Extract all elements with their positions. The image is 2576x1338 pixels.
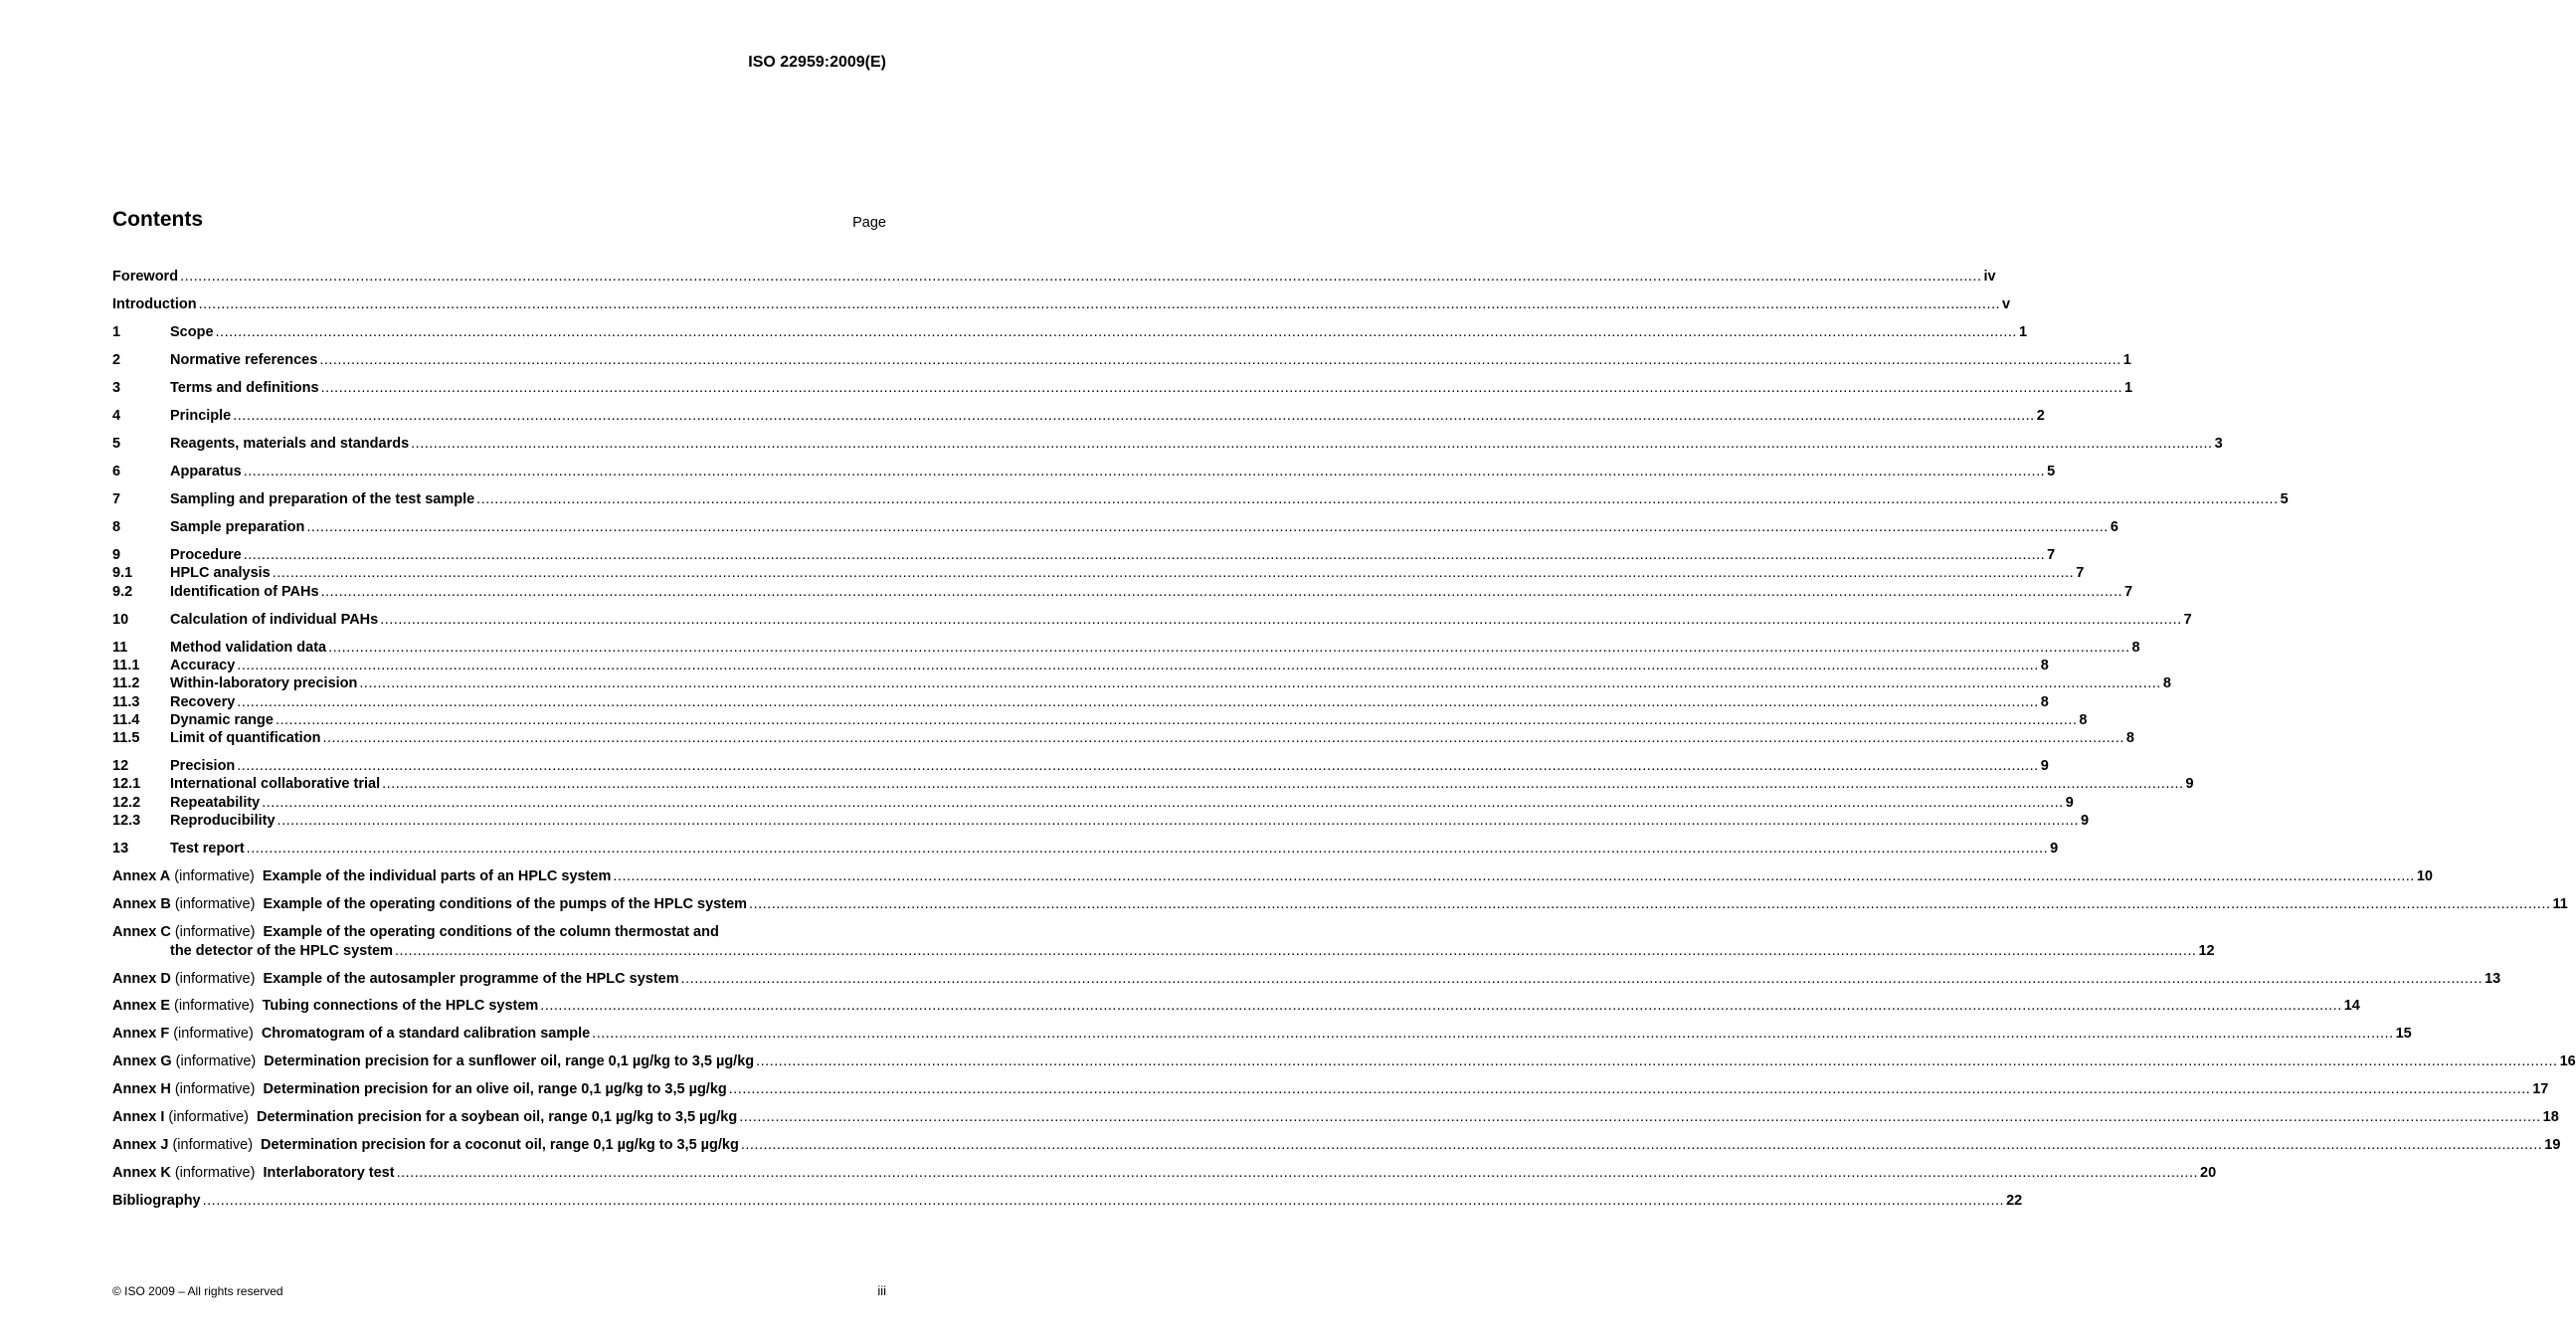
dot-leader: ................................................................................................................................................................................................................................................................................................................................................................................................................ <box>320 584 2123 600</box>
annex-title: Example of the operating conditions of the column thermostat and <box>263 924 719 940</box>
dot-leader: ................................................................................................................................................................................................................................................................................................................................................................................................................ <box>740 1137 2543 1153</box>
toc-entry[interactable] <box>112 379 2133 397</box>
annex-title: Determination precision for a coconut oil, range 0,1 µg/kg to 3,5 µg/kg <box>261 1137 739 1153</box>
entry-page-number: 7 <box>2183 612 2192 628</box>
toc-entry[interactable] <box>112 657 2049 674</box>
annex-label <box>112 895 255 913</box>
annex-letter: Annex G <box>112 1053 172 1069</box>
toc-entry[interactable] <box>112 711 2088 729</box>
entry-page-number: 7 <box>2124 584 2133 600</box>
entry-number: 11.1 <box>112 658 140 673</box>
entry-page-number: 11 <box>2552 896 2568 912</box>
entry-number: 10 <box>112 612 129 628</box>
entry-title: Limit of quantification <box>170 730 321 746</box>
entry-page-number: 20 <box>2200 1165 2217 1181</box>
dot-leader: ................................................................................................................................................................................................................................................................................................................................................................................................................ <box>243 464 2046 479</box>
dot-leader: ................................................................................................................................................................................................................................................................................................................................................................................................................ <box>306 519 2109 535</box>
entry-title: Terms and definitions <box>170 380 319 396</box>
entry-page-number: 9 <box>2080 813 2090 829</box>
dot-leader: ................................................................................................................................................................................................................................................................................................................................................................................................................ <box>739 1109 2541 1125</box>
toc-entry[interactable] <box>112 583 2133 601</box>
annex-title: Determination precision for a sunflower oil, range 0,1 µg/kg to 3,5 µg/kg <box>264 1053 755 1069</box>
entry-number: 3 <box>112 380 121 396</box>
annex-title: Example of the individual parts of an HPLC system <box>262 868 612 884</box>
entry-title: Within-laboratory precision <box>170 675 358 691</box>
dot-leader: ................................................................................................................................................................................................................................................................................................................................................................................................................ <box>233 408 2035 424</box>
entry-page-number: 12 <box>2198 943 2215 959</box>
entry-page-number: 7 <box>2076 565 2085 581</box>
entry-number: 5 <box>112 436 121 452</box>
entry-page-number: 5 <box>2047 464 2056 479</box>
annex-label <box>112 1108 249 1126</box>
entry-title: Introduction <box>112 296 197 312</box>
entry-number: 9.1 <box>112 565 133 581</box>
annex-label <box>112 997 255 1015</box>
dot-leader: ................................................................................................................................................................................................................................................................................................................................................................................................................ <box>237 758 2039 774</box>
annex-label <box>112 1052 256 1070</box>
entry-page-number: 2 <box>2036 408 2045 424</box>
annex-label <box>112 1136 253 1154</box>
toc-entry[interactable] <box>112 1025 2412 1043</box>
entry-number: 11 <box>112 640 128 656</box>
dot-leader: ................................................................................................................................................................................................................................................................................................................................................................................................................ <box>613 868 2415 884</box>
annex-title: Chromatogram of a standard calibration sample <box>261 1026 591 1042</box>
annex-letter: Annex J <box>112 1137 169 1153</box>
entry-number: 12.2 <box>112 795 141 811</box>
annex-kind: (informative) <box>171 1053 257 1069</box>
entry-title: Method validation data <box>170 640 327 656</box>
dot-leader: ................................................................................................................................................................................................................................................................................................................................................................................................................ <box>198 296 2001 312</box>
toc-entry[interactable] <box>112 1080 2549 1098</box>
entry-page-number: 9 <box>2065 795 2074 811</box>
annex-kind: (informative) <box>170 998 255 1014</box>
entry-title: HPLC analysis <box>170 565 271 581</box>
annex-title: Interlaboratory test <box>263 1165 395 1181</box>
entry-page-number: 7 <box>2047 547 2056 563</box>
annex-kind: (informative) <box>169 1026 254 1042</box>
toc-entry[interactable] <box>112 757 2049 775</box>
entry-title: Test report <box>170 841 245 857</box>
dot-leader: ................................................................................................................................................................................................................................................................................................................................................................................................................ <box>215 324 2017 340</box>
entry-number: 7 <box>112 491 121 507</box>
entry-title: Repeatability <box>170 795 261 811</box>
annex-letter: Annex K <box>112 1165 171 1181</box>
dot-leader: ................................................................................................................................................................................................................................................................................................................................................................................................................ <box>592 1026 2394 1042</box>
toc-entry[interactable] <box>112 970 2501 988</box>
entry-page-number: 1 <box>2018 324 2028 340</box>
toc-entry[interactable] <box>112 1136 2561 1154</box>
entry-page-number: 9 <box>2185 776 2194 792</box>
toc-entry[interactable] <box>112 1164 2217 1182</box>
dot-leader: ................................................................................................................................................................................................................................................................................................................................................................................................................ <box>320 380 2123 396</box>
entry-page-number: 16 <box>2559 1053 2576 1069</box>
toc-entry[interactable] <box>112 639 2140 657</box>
entry-page-number: 8 <box>2131 640 2140 656</box>
entry-page-number: 19 <box>2544 1137 2561 1153</box>
entry-title: Bibliography <box>112 1193 201 1209</box>
toc-entry[interactable] <box>112 775 2194 793</box>
annex-kind: (informative) <box>170 896 256 912</box>
entry-number: 13 <box>112 841 129 857</box>
dot-leader: ................................................................................................................................................................................................................................................................................................................................................................................................................ <box>322 730 2124 746</box>
entry-page-number: 18 <box>2542 1109 2559 1125</box>
entry-title: Reproducibility <box>170 813 276 829</box>
entry-number: 11.5 <box>112 730 140 746</box>
annex-label <box>112 1025 254 1043</box>
entry-title: Normative references <box>170 352 318 368</box>
toc-entry[interactable] <box>112 518 2118 536</box>
annex-title-continued: the detector of the HPLC system <box>170 943 393 959</box>
entry-page-number: 9 <box>2040 758 2049 774</box>
entry-page-number: 3 <box>2214 436 2223 452</box>
dot-leader: ................................................................................................................................................................................................................................................................................................................................................................................................................ <box>756 1053 2558 1069</box>
annex-kind: (informative) <box>170 971 256 987</box>
entry-page-number: 8 <box>2162 675 2171 691</box>
toc-entry[interactable] <box>112 1192 2023 1210</box>
toc-entry[interactable] <box>112 407 2045 425</box>
toc-entry[interactable] <box>112 268 1996 286</box>
entry-title: Dynamic range <box>170 712 274 728</box>
entry-page-number: 1 <box>2122 352 2131 368</box>
entry-number: 12.1 <box>112 776 141 792</box>
annex-label <box>112 867 255 885</box>
annex-letter: Annex B <box>112 896 171 912</box>
entry-page-number: 14 <box>2343 998 2360 1014</box>
dot-leader: ................................................................................................................................................................................................................................................................................................................................................................................................................ <box>411 436 2213 452</box>
annex-letter: Annex F <box>112 1026 170 1042</box>
entry-number: 12 <box>112 758 129 774</box>
entry-number: 6 <box>112 464 121 479</box>
entry-page-number: 22 <box>2006 1193 2023 1209</box>
dot-leader: ................................................................................................................................................................................................................................................................................................................................................................................................................ <box>476 491 2279 507</box>
toc-entry[interactable] <box>112 611 2192 629</box>
dot-leader: ................................................................................................................................................................................................................................................................................................................................................................................................................ <box>749 896 2551 912</box>
dot-leader: ................................................................................................................................................................................................................................................................................................................................................................................................................ <box>246 841 2049 857</box>
annex-letter: Annex C <box>112 924 171 940</box>
entry-title: International collaborative trial <box>170 776 381 792</box>
dot-leader: ................................................................................................................................................................................................................................................................................................................................................................................................................ <box>380 612 2182 628</box>
annex-label <box>112 970 255 988</box>
toc-entry[interactable] <box>112 546 2056 564</box>
entry-title: Recovery <box>170 694 236 710</box>
entry-number: 12.3 <box>112 813 141 829</box>
annex-kind: (informative) <box>168 1137 254 1153</box>
entry-page-number: 6 <box>2110 519 2118 535</box>
toc-entry <box>112 923 886 941</box>
dot-leader: ................................................................................................................................................................................................................................................................................................................................................................................................................ <box>262 795 2064 811</box>
annex-kind: (informative) <box>164 1109 249 1125</box>
entry-title: Precision <box>170 758 236 774</box>
dot-leader: ................................................................................................................................................................................................................................................................................................................................................................................................................ <box>328 640 2130 656</box>
dot-leader: ................................................................................................................................................................................................................................................................................................................................................................................................................ <box>272 565 2075 581</box>
annex-kind: (informative) <box>170 924 256 940</box>
entry-page-number: 8 <box>2079 712 2088 728</box>
toc-entry[interactable] <box>112 729 2134 747</box>
toc-entry[interactable] <box>112 463 2056 480</box>
dot-leader: ................................................................................................................................................................................................................................................................................................................................................................................................................ <box>202 1193 2005 1209</box>
entry-title: Sample preparation <box>170 519 305 535</box>
toc-entry[interactable] <box>112 942 2215 960</box>
entry-title: Procedure <box>170 547 242 563</box>
dot-leader: ................................................................................................................................................................................................................................................................................................................................................................................................................ <box>276 813 2079 829</box>
toc-entry[interactable] <box>112 564 2085 582</box>
toc-entry[interactable] <box>112 1052 2576 1070</box>
annex-label <box>112 1164 255 1182</box>
dot-leader: ................................................................................................................................................................................................................................................................................................................................................................................................................ <box>237 694 2039 710</box>
annex-label <box>112 1080 255 1098</box>
dot-leader: ................................................................................................................................................................................................................................................................................................................................................................................................................ <box>728 1081 2531 1097</box>
entry-number: 9 <box>112 547 121 563</box>
page-number: iii <box>877 1283 886 1298</box>
entry-title: Identification of PAHs <box>170 584 319 600</box>
entry-page-number: 8 <box>2125 730 2134 746</box>
annex-title: Determination precision for a soybean oil, range 0,1 µg/kg to 3,5 µg/kg <box>256 1109 738 1125</box>
page-column-label: Page <box>852 215 886 231</box>
toc-entry[interactable] <box>112 490 2289 508</box>
dot-leader: ................................................................................................................................................................................................................................................................................................................................................................................................................ <box>359 675 2161 691</box>
entry-page-number: 17 <box>2532 1081 2549 1097</box>
dot-leader: ................................................................................................................................................................................................................................................................................................................................................................................................................ <box>680 971 2484 987</box>
toc-entry[interactable] <box>112 794 2074 812</box>
entry-title: Apparatus <box>170 464 242 479</box>
toc-entry[interactable] <box>112 1108 2559 1126</box>
entry-page-number: 1 <box>2124 380 2133 396</box>
toc-entry[interactable] <box>112 435 2223 453</box>
annex-letter: Annex A <box>112 868 171 884</box>
toc-entry[interactable] <box>112 840 2059 858</box>
entry-page-number: 13 <box>2484 971 2501 987</box>
document-id: ISO 22959:2009(E) <box>748 54 886 71</box>
annex-title: Determination precision for an olive oil, range 0,1 µg/kg to 3,5 µg/kg <box>263 1081 727 1097</box>
entry-number: 1 <box>112 324 121 340</box>
entry-title: Scope <box>170 324 214 340</box>
annex-letter: Annex D <box>112 971 171 987</box>
annex-letter: Annex I <box>112 1109 165 1125</box>
toc-entry[interactable] <box>112 295 2011 313</box>
dot-leader: ................................................................................................................................................................................................................................................................................................................................................................................................................ <box>275 712 2078 728</box>
entry-title: Reagents, materials and standards <box>170 436 410 452</box>
annex-letter: Annex E <box>112 998 171 1014</box>
annex-title: Example of the autosampler programme of the HPLC system <box>263 971 679 987</box>
entry-page-number: v <box>2002 296 2011 312</box>
page-title: Contents <box>112 208 203 231</box>
entry-number: 4 <box>112 408 121 424</box>
entry-page-number: 9 <box>2050 841 2059 857</box>
annex-letter: Annex H <box>112 1081 171 1097</box>
dot-leader: ................................................................................................................................................................................................................................................................................................................................................................................................................ <box>382 776 2184 792</box>
entry-number: 11.2 <box>112 675 140 691</box>
toc-entry[interactable] <box>112 867 2433 885</box>
entry-title: Accuracy <box>170 658 236 673</box>
entry-number: 2 <box>112 352 121 368</box>
toc-entry[interactable] <box>112 674 2171 692</box>
dot-leader: ................................................................................................................................................................................................................................................................................................................................................................................................................ <box>396 1165 2199 1181</box>
annex-label <box>112 924 255 940</box>
toc-entry[interactable] <box>112 693 2049 711</box>
dot-leader: ................................................................................................................................................................................................................................................................................................................................................................................................................ <box>180 269 1982 285</box>
toc-entry[interactable] <box>112 895 2568 913</box>
dot-leader: ................................................................................................................................................................................................................................................................................................................................................................................................................ <box>540 998 2342 1014</box>
entry-page-number: 5 <box>2280 491 2289 507</box>
entry-page-number: 8 <box>2040 694 2049 710</box>
entry-title: Foreword <box>112 269 179 285</box>
entry-number: 8 <box>112 519 121 535</box>
entry-page-number: iv <box>1983 269 1996 285</box>
copyright-notice: © ISO 2009 – All rights reserved <box>112 1284 283 1298</box>
annex-kind: (informative) <box>170 1081 256 1097</box>
dot-leader: ................................................................................................................................................................................................................................................................................................................................................................................................................ <box>237 658 2039 673</box>
entry-page-number: 15 <box>2395 1026 2412 1042</box>
annex-kind: (informative) <box>170 1165 256 1181</box>
annex-title: Example of the operating conditions of the pumps of the HPLC system <box>263 896 748 912</box>
dot-leader: ................................................................................................................................................................................................................................................................................................................................................................................................................ <box>319 352 2121 368</box>
entry-title: Calculation of individual PAHs <box>170 612 379 628</box>
entry-title: Sampling and preparation of the test sample <box>170 491 475 507</box>
dot-leader: ................................................................................................................................................................................................................................................................................................................................................................................................................ <box>243 547 2046 563</box>
entry-page-number: 10 <box>2416 868 2433 884</box>
annex-title: Tubing connections of the HPLC system <box>262 998 539 1014</box>
entry-number: 11.4 <box>112 712 140 728</box>
toc-entry[interactable] <box>112 997 2360 1015</box>
entry-number: 11.3 <box>112 694 140 710</box>
entry-page-number: 8 <box>2040 658 2049 673</box>
toc-entry[interactable] <box>112 323 2028 341</box>
toc-entry[interactable] <box>112 812 2090 830</box>
annex-kind: (informative) <box>170 868 255 884</box>
toc-entry[interactable] <box>112 351 2131 369</box>
dot-leader: ................................................................................................................................................................................................................................................................................................................................................................................................................ <box>395 943 2197 959</box>
entry-title: Principle <box>170 408 232 424</box>
entry-number: 9.2 <box>112 584 133 600</box>
table-of-contents <box>112 0 2576 1338</box>
